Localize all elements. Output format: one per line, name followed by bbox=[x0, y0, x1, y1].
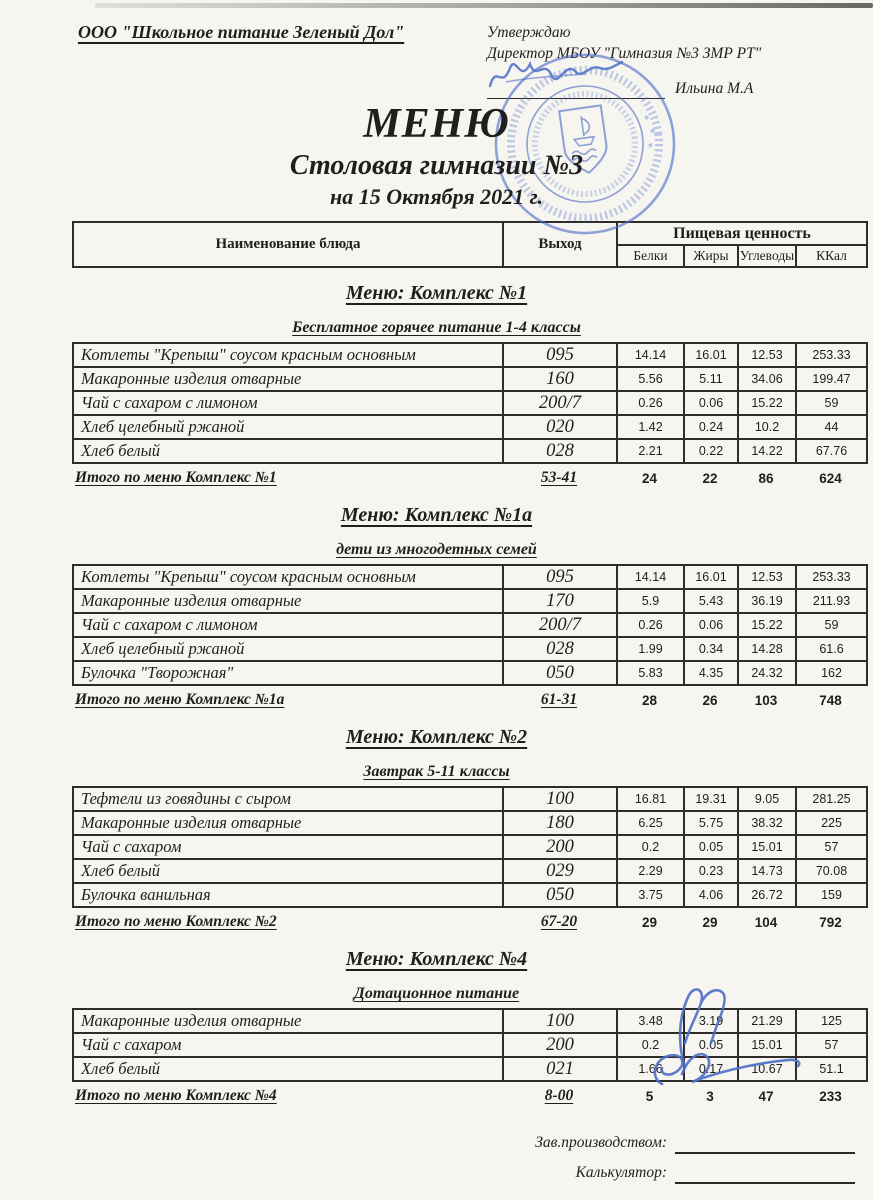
scan-edge-artifact bbox=[95, 3, 873, 8]
svg-text:*: * bbox=[643, 112, 651, 127]
kcal-value: 44 bbox=[796, 415, 867, 439]
total-portion: 8-00 bbox=[544, 1087, 574, 1104]
menu-row bbox=[73, 835, 867, 859]
carbs-value: 34.06 bbox=[738, 367, 796, 391]
total-label: Итого по меню Комплекс №1а bbox=[75, 691, 285, 708]
protein-value: 0.26 bbox=[617, 613, 684, 637]
fat-value: 5.11 bbox=[684, 367, 738, 391]
menu-row bbox=[73, 565, 867, 589]
protein-value: 0.2 bbox=[617, 1033, 684, 1057]
carbs-value: 9.05 bbox=[738, 787, 796, 811]
kcal-value: 59 bbox=[796, 613, 867, 637]
total-portion: 61-31 bbox=[540, 691, 578, 708]
menu-row bbox=[73, 415, 867, 439]
director-name: Ильина М.А bbox=[675, 80, 754, 97]
menu-section bbox=[0, 947, 873, 1108]
footer-signatures bbox=[0, 1124, 873, 1184]
menu-row bbox=[73, 637, 867, 661]
fat-value: 16.01 bbox=[684, 565, 738, 589]
fat-value: 0.34 bbox=[684, 637, 738, 661]
dish-table bbox=[72, 342, 868, 464]
svg-text:*: * bbox=[649, 126, 657, 140]
menu-row bbox=[73, 859, 867, 883]
dish-name: Чай с сахаром с лимоном bbox=[73, 613, 503, 637]
fat-value: 0.17 bbox=[684, 1057, 738, 1081]
portion-size: 029 bbox=[503, 859, 617, 883]
menu-row bbox=[73, 589, 867, 613]
kcal-value: 51.1 bbox=[796, 1057, 867, 1081]
svg-text:*: * bbox=[647, 140, 655, 155]
kcal-value: 125 bbox=[796, 1009, 867, 1033]
carbs-value: 36.19 bbox=[738, 589, 796, 613]
section-heading: Меню: Комплекс №4 bbox=[345, 948, 528, 970]
protein-value: 1.99 bbox=[617, 637, 684, 661]
portion-size: 170 bbox=[503, 589, 617, 613]
title-block bbox=[0, 101, 873, 210]
fat-value: 0.24 bbox=[684, 415, 738, 439]
section-heading: Меню: Комплекс №1а bbox=[340, 504, 533, 526]
carbs-value: 10.2 bbox=[738, 415, 796, 439]
dish-table bbox=[72, 786, 868, 908]
carbs-value: 15.01 bbox=[738, 1033, 796, 1057]
carbs-value: 12.53 bbox=[738, 565, 796, 589]
sections bbox=[0, 281, 873, 1108]
col-header-output: Выход bbox=[503, 222, 617, 267]
document-title: МЕНЮ bbox=[363, 101, 510, 147]
kcal-value: 159 bbox=[796, 883, 867, 907]
protein-value: 1.42 bbox=[617, 415, 684, 439]
menu-row bbox=[73, 439, 867, 463]
fat-value: 0.05 bbox=[684, 835, 738, 859]
protein-value: 5.83 bbox=[617, 661, 684, 685]
kcal-value: 57 bbox=[796, 1033, 867, 1057]
total-row bbox=[72, 688, 866, 712]
kcal-value: 253.33 bbox=[796, 565, 867, 589]
carbs-value: 15.22 bbox=[738, 391, 796, 415]
kcal-value: 61.6 bbox=[796, 637, 867, 661]
carbs-value: 14.28 bbox=[738, 637, 796, 661]
dish-name: Котлеты "Крепыш" соусом красным основным bbox=[73, 343, 503, 367]
section-subheading: Завтрак 5-11 классы bbox=[363, 763, 510, 780]
menu-row bbox=[73, 811, 867, 835]
menu-row bbox=[73, 1033, 867, 1057]
total-portion: 67-20 bbox=[540, 913, 578, 930]
protein-value: 14.14 bbox=[617, 343, 684, 367]
total-label: Итого по меню Комплекс №4 bbox=[75, 1087, 277, 1104]
dish-name: Хлеб целебный ржаной bbox=[73, 637, 503, 661]
fat-value: 19.31 bbox=[684, 787, 738, 811]
calculator-label: Калькулятор: bbox=[575, 1164, 667, 1181]
menu-row bbox=[73, 1057, 867, 1081]
kcal-value: 162 bbox=[796, 661, 867, 685]
section-heading: Меню: Комплекс №2 bbox=[345, 726, 528, 748]
total-kcal: 748 bbox=[819, 692, 842, 708]
protein-value: 16.81 bbox=[617, 787, 684, 811]
dish-name: Булочка ванильная bbox=[73, 883, 503, 907]
fat-value: 4.06 bbox=[684, 883, 738, 907]
dish-name: Тефтели из говядины с сыром bbox=[73, 787, 503, 811]
protein-value: 1.66 bbox=[617, 1057, 684, 1081]
kcal-value: 57 bbox=[796, 835, 867, 859]
fat-value: 0.06 bbox=[684, 391, 738, 415]
total-row bbox=[72, 910, 866, 934]
kcal-value: 70.08 bbox=[796, 859, 867, 883]
total-protein: 5 bbox=[645, 1088, 654, 1104]
approval-word: Утверждаю bbox=[487, 24, 571, 41]
total-kcal: 624 bbox=[819, 470, 842, 486]
total-fat: 22 bbox=[702, 470, 718, 486]
dish-name: Хлеб целебный ржаной bbox=[73, 415, 503, 439]
portion-size: 028 bbox=[503, 637, 617, 661]
col-header-kcal: ККал bbox=[796, 245, 867, 267]
dish-name: Чай с сахаром с лимоном bbox=[73, 391, 503, 415]
section-heading: Меню: Комплекс №1 bbox=[345, 282, 528, 304]
total-kcal: 233 bbox=[819, 1088, 842, 1104]
portion-size: 200/7 bbox=[503, 613, 617, 637]
total-label: Итого по меню Комплекс №1 bbox=[75, 469, 277, 486]
kcal-value: 67.76 bbox=[796, 439, 867, 463]
menu-section bbox=[0, 725, 873, 934]
dish-name: Чай с сахаром bbox=[73, 1033, 503, 1057]
calculator-signature-line bbox=[675, 1158, 855, 1184]
section-subheading: дети из многодетных семей bbox=[336, 541, 537, 558]
col-header-protein: Белки bbox=[617, 245, 684, 267]
dish-name: Макаронные изделия отварные bbox=[73, 811, 503, 835]
approval-block bbox=[487, 22, 855, 99]
kcal-value: 59 bbox=[796, 391, 867, 415]
carbs-value: 21.29 bbox=[738, 1009, 796, 1033]
carbs-value: 12.53 bbox=[738, 343, 796, 367]
total-kcal: 792 bbox=[819, 914, 842, 930]
col-header-fat: Жиры bbox=[684, 245, 738, 267]
total-protein: 28 bbox=[641, 692, 658, 708]
dish-name: Макаронные изделия отварные bbox=[73, 367, 503, 391]
menu-row bbox=[73, 661, 867, 685]
dish-name: Котлеты "Крепыш" соусом красным основным bbox=[73, 565, 503, 589]
total-carbs: 104 bbox=[754, 914, 778, 930]
protein-value: 0.26 bbox=[617, 391, 684, 415]
protein-value: 5.56 bbox=[617, 367, 684, 391]
col-header-nutrition: Пищевая ценность bbox=[617, 222, 867, 245]
carbs-value: 24.32 bbox=[738, 661, 796, 685]
fat-value: 0.05 bbox=[684, 1033, 738, 1057]
total-row bbox=[72, 466, 866, 490]
protein-value: 0.2 bbox=[617, 835, 684, 859]
total-portion: 53-41 bbox=[540, 469, 578, 486]
menu-row bbox=[73, 787, 867, 811]
portion-size: 028 bbox=[503, 439, 617, 463]
menu-date: на 15 Октября 2021 г. bbox=[329, 184, 544, 209]
carbs-value: 14.22 bbox=[738, 439, 796, 463]
portion-size: 100 bbox=[503, 1009, 617, 1033]
protein-value: 14.14 bbox=[617, 565, 684, 589]
dish-name: Чай с сахаром bbox=[73, 835, 503, 859]
portion-size: 095 bbox=[503, 343, 617, 367]
carbs-value: 10.67 bbox=[738, 1057, 796, 1081]
total-carbs: 47 bbox=[758, 1088, 774, 1104]
protein-value: 3.48 bbox=[617, 1009, 684, 1033]
director-signature-line bbox=[487, 76, 665, 99]
production-manager-signature-line bbox=[675, 1128, 855, 1154]
menu-section bbox=[0, 503, 873, 712]
total-fat: 29 bbox=[702, 914, 718, 930]
kcal-value: 225 bbox=[796, 811, 867, 835]
fat-value: 5.43 bbox=[684, 589, 738, 613]
portion-size: 200 bbox=[503, 835, 617, 859]
portion-size: 050 bbox=[503, 661, 617, 685]
dish-name: Хлеб белый bbox=[73, 439, 503, 463]
menu-row bbox=[73, 367, 867, 391]
total-label: Итого по меню Комплекс №2 bbox=[75, 913, 277, 930]
menu-row bbox=[73, 1009, 867, 1033]
carbs-value: 14.73 bbox=[738, 859, 796, 883]
approval-director-line: Директор МБОУ "Гимназия №3 ЗМР РТ" bbox=[487, 45, 762, 62]
total-row bbox=[72, 1084, 866, 1108]
col-header-dish: Наименование блюда bbox=[73, 222, 503, 267]
fat-value: 0.23 bbox=[684, 859, 738, 883]
menu-row bbox=[73, 343, 867, 367]
fat-value: 16.01 bbox=[684, 343, 738, 367]
carbs-value: 15.01 bbox=[738, 835, 796, 859]
portion-size: 200 bbox=[503, 1033, 617, 1057]
dish-name: Булочка "Творожная" bbox=[73, 661, 503, 685]
production-manager-label: Зав.производством: bbox=[535, 1134, 667, 1151]
protein-value: 2.29 bbox=[617, 859, 684, 883]
portion-size: 020 bbox=[503, 415, 617, 439]
fat-value: 3.19 bbox=[684, 1009, 738, 1033]
protein-value: 6.25 bbox=[617, 811, 684, 835]
dish-table bbox=[72, 1008, 868, 1082]
portion-size: 180 bbox=[503, 811, 617, 835]
kcal-value: 253.33 bbox=[796, 343, 867, 367]
section-subheading: Бесплатное горячее питание 1-4 классы bbox=[292, 319, 581, 336]
dish-name: Макаронные изделия отварные bbox=[73, 589, 503, 613]
kcal-value: 211.93 bbox=[796, 589, 867, 613]
portion-size: 100 bbox=[503, 787, 617, 811]
total-carbs: 86 bbox=[758, 470, 774, 486]
menu-row bbox=[73, 391, 867, 415]
total-fat: 3 bbox=[706, 1088, 714, 1104]
total-protein: 29 bbox=[641, 914, 658, 930]
menu-row bbox=[73, 613, 867, 637]
carbs-value: 26.72 bbox=[738, 883, 796, 907]
fat-value: 4.35 bbox=[684, 661, 738, 685]
carbs-value: 38.32 bbox=[738, 811, 796, 835]
dish-name: Макаронные изделия отварные bbox=[73, 1009, 503, 1033]
fat-value: 0.22 bbox=[684, 439, 738, 463]
portion-size: 095 bbox=[503, 565, 617, 589]
organization-name: ООО "Школьное питание Зеленый Дол" bbox=[78, 22, 405, 42]
total-carbs: 103 bbox=[754, 692, 778, 708]
section-subheading: Дотационное питание bbox=[353, 985, 520, 1002]
total-fat: 26 bbox=[702, 692, 718, 708]
portion-size: 021 bbox=[503, 1057, 617, 1081]
canteen-name: Столовая гимназии №3 bbox=[289, 150, 584, 181]
protein-value: 2.21 bbox=[617, 439, 684, 463]
portion-size: 160 bbox=[503, 367, 617, 391]
kcal-value: 281.25 bbox=[796, 787, 867, 811]
portion-size: 050 bbox=[503, 883, 617, 907]
columns-header-table bbox=[72, 221, 868, 268]
dish-name: Хлеб белый bbox=[73, 859, 503, 883]
dish-name: Хлеб белый bbox=[73, 1057, 503, 1081]
total-protein: 24 bbox=[641, 470, 658, 486]
menu-row bbox=[73, 883, 867, 907]
portion-size: 200/7 bbox=[503, 391, 617, 415]
protein-value: 3.75 bbox=[617, 883, 684, 907]
kcal-value: 199.47 bbox=[796, 367, 867, 391]
document-header bbox=[0, 0, 873, 99]
protein-value: 5.9 bbox=[617, 589, 684, 613]
carbs-value: 15.22 bbox=[738, 613, 796, 637]
fat-value: 0.06 bbox=[684, 613, 738, 637]
dish-table bbox=[72, 564, 868, 686]
col-header-carbs: Углеводы bbox=[738, 245, 796, 267]
fat-value: 5.75 bbox=[684, 811, 738, 835]
menu-section bbox=[0, 281, 873, 490]
